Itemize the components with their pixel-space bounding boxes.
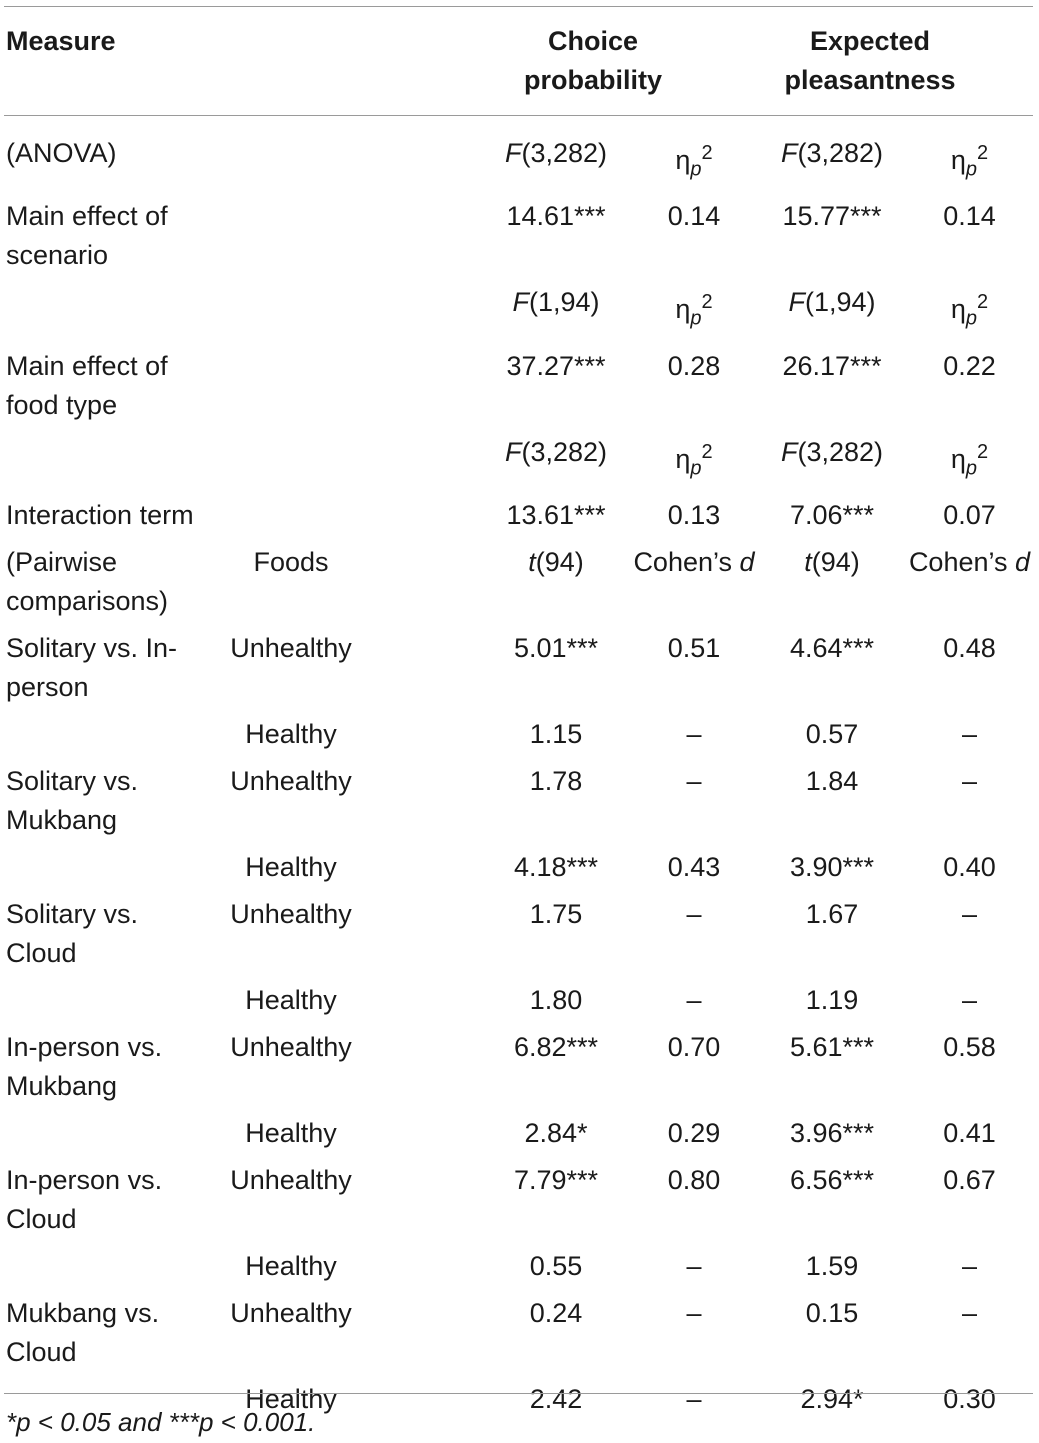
pleasantness-stat-cell: 0.15 xyxy=(805,1298,859,1329)
pleasantness-stat-cell: 3.90*** xyxy=(789,852,875,883)
choice-effect-cell: $\eta_p^2$ xyxy=(675,440,713,480)
pleasantness-effect-cell: 0.14 xyxy=(943,201,996,232)
spacer-cell xyxy=(366,1024,488,1110)
choice-effect-cell: – xyxy=(686,985,702,1016)
spacer-cell xyxy=(366,343,488,429)
foods-cell: Healthy xyxy=(245,852,337,883)
pleasantness-effect-cell: $\eta_p^2$ xyxy=(950,291,989,330)
choice-stat-cell: 2.84* xyxy=(524,1118,588,1149)
row-label xyxy=(0,711,216,758)
header-expected-pleasantness: Expected pleasantness xyxy=(784,26,956,95)
table-row xyxy=(0,1110,1039,1157)
pleasantness-effect-cell: – xyxy=(961,1298,978,1329)
foods-cell xyxy=(216,429,366,492)
pleasantness-effect-cell: 0.22 xyxy=(943,350,996,381)
pleasantness-stat-cell: 4.64*** xyxy=(789,633,875,664)
foods-cell: Healthy xyxy=(245,1384,337,1415)
choice-effect-cell: Cohen’s d xyxy=(633,547,755,578)
table-footnote: *p < 0.05 and ***p < 0.001. xyxy=(6,1407,316,1437)
table-row xyxy=(0,130,1039,193)
choice-effect-cell: – xyxy=(686,1298,702,1329)
table-row xyxy=(0,1290,1039,1376)
spacer-cell xyxy=(366,625,488,711)
table-row xyxy=(0,539,1039,625)
foods-cell xyxy=(216,492,366,539)
spacer-cell xyxy=(366,539,488,625)
choice-stat-cell: 6.82*** xyxy=(513,1032,599,1063)
pleasantness-effect-cell: – xyxy=(961,899,978,930)
choice-effect-cell: 0.80 xyxy=(667,1165,721,1196)
foods-cell: Unhealthy xyxy=(230,1032,352,1063)
table-row xyxy=(0,1024,1039,1110)
foods-cell xyxy=(216,130,366,193)
pleasantness-effect-cell: 0.40 xyxy=(943,852,996,883)
table-row xyxy=(0,1243,1039,1290)
row-label xyxy=(0,1243,216,1290)
header-measure: Measure xyxy=(6,26,116,56)
spacer-cell xyxy=(366,844,488,891)
spacer-cell xyxy=(366,429,488,492)
choice-stat-cell: 0.55 xyxy=(529,1251,583,1282)
pleasantness-effect-cell: 0.30 xyxy=(943,1384,996,1415)
table-row xyxy=(0,891,1039,977)
choice-effect-cell: 0.14 xyxy=(667,201,721,232)
choice-stat-cell: 7.79*** xyxy=(513,1165,599,1196)
foods-cell: Healthy xyxy=(245,1251,337,1282)
spacer-cell xyxy=(366,1110,488,1157)
pleasantness-effect-cell: – xyxy=(961,1251,978,1282)
pleasantness-stat-cell: 6.56*** xyxy=(789,1165,875,1196)
foods-cell: Healthy xyxy=(245,985,337,1016)
header-choice-probability: Choice probability xyxy=(523,26,662,95)
row-label: Solitary vs. Mukbang xyxy=(6,766,139,836)
pleasantness-stat-cell: 15.77*** xyxy=(782,201,882,232)
pleasantness-stat-cell: 0.57 xyxy=(805,719,859,750)
row-label xyxy=(0,429,216,492)
choice-stat-cell: 1.75 xyxy=(529,899,583,930)
spacer-cell xyxy=(366,1290,488,1376)
row-label: (ANOVA) xyxy=(6,138,117,168)
foods-cell: Unhealthy xyxy=(230,633,352,664)
choice-effect-cell: – xyxy=(686,1251,702,1282)
choice-stat-cell: 13.61*** xyxy=(506,500,606,531)
table-row xyxy=(0,711,1039,758)
table-top-rule xyxy=(4,6,1033,7)
row-label xyxy=(0,1110,216,1157)
table-row xyxy=(0,977,1039,1024)
table-row xyxy=(0,1157,1039,1243)
pleasantness-effect-cell: – xyxy=(961,766,978,797)
choice-stat-cell: 4.18*** xyxy=(513,852,599,883)
choice-stat-cell: t(94) xyxy=(528,547,584,578)
foods-cell xyxy=(216,343,366,429)
table-row xyxy=(0,193,1039,279)
spacer-cell xyxy=(366,977,488,1024)
table-row xyxy=(0,625,1039,711)
pleasantness-stat-cell: F(1,94) xyxy=(788,287,876,318)
spacer-cell xyxy=(366,130,488,193)
table-bottom-rule xyxy=(4,1393,1033,1394)
foods-cell: Healthy xyxy=(245,1118,337,1149)
pleasantness-effect-cell: – xyxy=(961,985,978,1016)
spacer-cell xyxy=(366,492,488,539)
choice-effect-cell: 0.13 xyxy=(667,500,721,531)
table-row xyxy=(0,492,1039,539)
choice-effect-cell: $\eta_p^2$ xyxy=(675,142,713,181)
choice-effect-cell: – xyxy=(686,719,702,750)
choice-stat-cell: 1.78 xyxy=(529,766,583,797)
table-row xyxy=(0,279,1039,342)
table-row xyxy=(0,429,1039,492)
row-label: Solitary vs. Cloud xyxy=(6,899,139,969)
choice-effect-cell: 0.43 xyxy=(667,852,721,883)
pleasantness-effect-cell: 0.67 xyxy=(943,1165,996,1196)
results-table-body xyxy=(0,130,1039,1423)
foods-cell: Unhealthy xyxy=(230,899,352,930)
table-row xyxy=(0,844,1039,891)
spacer-cell xyxy=(366,279,488,342)
foods-cell: Foods xyxy=(253,547,329,578)
pleasantness-stat-cell: 26.17*** xyxy=(782,350,882,381)
pleasantness-stat-cell: 1.84 xyxy=(805,766,859,797)
row-label xyxy=(0,977,216,1024)
choice-stat-cell: 5.01*** xyxy=(513,633,599,664)
choice-effect-cell: 0.70 xyxy=(667,1032,721,1063)
foods-cell: Unhealthy xyxy=(230,766,352,797)
choice-stat-cell: F(3,282) xyxy=(504,138,608,168)
pleasantness-stat-cell: 2.94* xyxy=(800,1384,864,1415)
row-label: Interaction term xyxy=(6,500,194,531)
pleasantness-effect-cell: 0.58 xyxy=(943,1032,996,1063)
table-header-rule xyxy=(4,115,1033,116)
foods-cell xyxy=(216,193,366,279)
results-table xyxy=(0,130,1039,1423)
choice-stat-cell: 1.80 xyxy=(529,985,583,1016)
row-label xyxy=(0,844,216,891)
choice-stat-cell: F(1,94) xyxy=(512,287,600,318)
pleasantness-stat-cell: 1.59 xyxy=(805,1251,859,1282)
row-label: Main effect of food type xyxy=(6,350,168,420)
foods-cell: Unhealthy xyxy=(230,1298,352,1329)
pleasantness-stat-cell: F(3,282) xyxy=(780,436,884,467)
spacer-cell xyxy=(366,1157,488,1243)
pleasantness-stat-cell: t(94) xyxy=(804,547,860,578)
pleasantness-stat-cell: 5.61*** xyxy=(789,1032,875,1063)
spacer-cell xyxy=(366,758,488,844)
pleasantness-stat-cell: 3.96*** xyxy=(789,1118,875,1149)
choice-effect-cell: – xyxy=(686,766,702,797)
choice-effect-cell: 0.29 xyxy=(667,1118,721,1149)
choice-stat-cell: 2.42 xyxy=(529,1384,583,1415)
choice-stat-cell: 0.24 xyxy=(529,1298,583,1329)
choice-effect-cell: – xyxy=(686,1384,702,1415)
row-label: Mukbang vs. Cloud xyxy=(6,1298,160,1368)
choice-stat-cell: 14.61*** xyxy=(506,201,606,232)
row-label xyxy=(0,279,216,342)
pleasantness-effect-cell: 0.07 xyxy=(943,500,996,531)
choice-effect-cell: 0.51 xyxy=(667,633,721,664)
pleasantness-effect-cell: Cohen’s d xyxy=(908,547,1031,578)
pleasantness-effect-cell: $\eta_p^2$ xyxy=(950,440,989,480)
pleasantness-effect-cell: $\eta_p^2$ xyxy=(950,142,989,181)
pleasantness-stat-cell: 1.19 xyxy=(805,985,859,1016)
table-row xyxy=(0,343,1039,429)
table-row xyxy=(0,758,1039,844)
pleasantness-effect-cell: 0.48 xyxy=(943,633,996,664)
pleasantness-effect-cell: 0.41 xyxy=(943,1118,996,1149)
choice-effect-cell: – xyxy=(686,899,702,930)
row-label: Main effect of scenario xyxy=(6,201,168,271)
row-label: Solitary vs. In-person xyxy=(6,633,178,703)
spacer-cell xyxy=(366,891,488,977)
foods-cell xyxy=(216,279,366,342)
spacer-cell xyxy=(366,711,488,758)
foods-cell: Unhealthy xyxy=(230,1165,352,1196)
row-label: In-person vs. Mukbang xyxy=(6,1032,163,1102)
row-label: In-person vs. Cloud xyxy=(6,1165,163,1235)
choice-effect-cell: 0.28 xyxy=(667,350,721,381)
row-label: (Pairwise comparisons) xyxy=(6,547,169,617)
choice-stat-cell: F(3,282) xyxy=(504,436,608,467)
spacer-cell xyxy=(366,1376,488,1423)
choice-effect-cell: $\eta_p^2$ xyxy=(675,291,713,330)
pleasantness-stat-cell: 7.06*** xyxy=(789,500,875,531)
pleasantness-effect-cell: – xyxy=(961,719,978,750)
spacer-cell xyxy=(366,193,488,279)
pleasantness-stat-cell: 1.67 xyxy=(805,899,859,930)
spacer-cell xyxy=(366,1243,488,1290)
foods-cell: Healthy xyxy=(245,719,337,750)
choice-stat-cell: 37.27*** xyxy=(506,350,606,381)
choice-stat-cell: 1.15 xyxy=(529,719,583,750)
pleasantness-stat-cell: F(3,282) xyxy=(780,138,884,168)
